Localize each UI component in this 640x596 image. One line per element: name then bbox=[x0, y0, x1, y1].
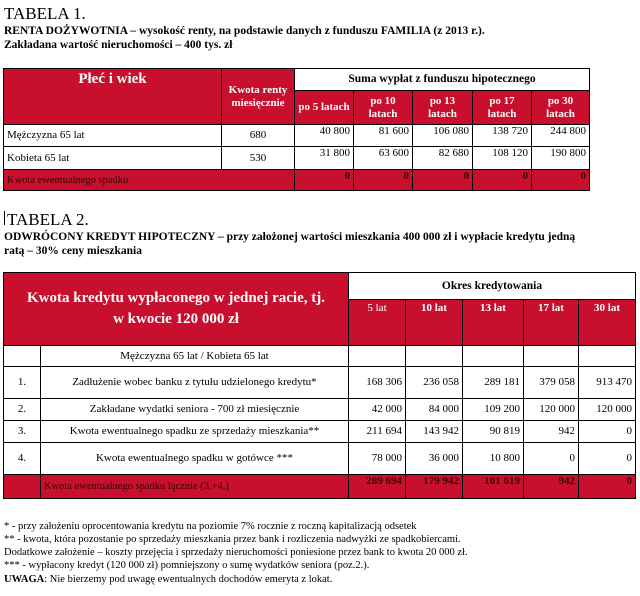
row-value: 10 800 bbox=[463, 443, 524, 475]
row-value: 0 bbox=[354, 170, 413, 191]
row-value: 168 306 bbox=[349, 367, 406, 399]
table-row bbox=[4, 443, 636, 475]
row-value: 120 000 bbox=[579, 399, 636, 421]
table2-head-credit: Kwota kredytu wypłaconego w jednej racie, tj. w kwocie 120 000 zł bbox=[4, 273, 349, 346]
table-row bbox=[4, 475, 636, 499]
row-label: Kobieta 65 lat bbox=[4, 147, 222, 170]
note-label: UWAGA bbox=[4, 574, 45, 585]
row-number: 4. bbox=[4, 443, 41, 475]
table1-head-amount: Kwota renty miesięcznie bbox=[222, 69, 295, 125]
row-number: 2. bbox=[4, 399, 41, 421]
table1-period: po 13 latach bbox=[413, 91, 473, 125]
row-value: 289 181 bbox=[463, 367, 524, 399]
row-value: 82 680 bbox=[413, 147, 473, 170]
row-value: 0 bbox=[413, 170, 473, 191]
row-number: 1. bbox=[4, 367, 41, 399]
row-value: 42 000 bbox=[349, 399, 406, 421]
footnote: * - przy założeniu oprocentowania kredytu na poziomie 7% rocznie z roczną kapitalizacją odsetek bbox=[4, 521, 417, 532]
row-label: Zadłużenie wobec banku z tytułu udzielonego kredytu* bbox=[41, 367, 349, 399]
table-row bbox=[4, 125, 590, 147]
row-value: 84 000 bbox=[406, 399, 463, 421]
row-value: 101 619 bbox=[463, 475, 524, 499]
row-value: 190 800 bbox=[532, 147, 590, 170]
table1 bbox=[3, 68, 590, 191]
row-value: 40 800 bbox=[295, 125, 354, 147]
footnote: ** - kwota, która pozostanie po sprzedaży mieszkania przez bank i rozliczenia nadwyżki ze spadkobiercami. bbox=[4, 534, 461, 545]
table2-year: 10 lat bbox=[406, 300, 463, 346]
row-label: Kwota ewentualnego spadku bbox=[4, 170, 295, 191]
table1-subtitle-rest: wysokość renty, na podstawie danych z funduszu FAMILIA (z 2013 r.). bbox=[138, 25, 485, 37]
table-row bbox=[4, 170, 590, 191]
row-value: 106 080 bbox=[413, 125, 473, 147]
note-text: : Nie bierzemy pod uwagę ewentualnych dochodów emeryta z lokat. bbox=[44, 574, 333, 585]
table1-period: po 5 latach bbox=[295, 91, 354, 125]
row-value: 0 bbox=[579, 443, 636, 475]
table1-period: po 17 latach bbox=[473, 91, 532, 125]
table2 bbox=[3, 272, 636, 499]
table1-head-gender: Płeć i wiek bbox=[4, 69, 222, 125]
footnote: *** - wypłacony kredyt (120 000 zł) pomniejszony o sumę wydatków seniora (poz.2.). bbox=[4, 560, 370, 571]
row-value: 913 470 bbox=[579, 367, 636, 399]
row-label: Mężczyzna 65 lat bbox=[4, 125, 222, 147]
row-value: 78 000 bbox=[349, 443, 406, 475]
row-value: 0 bbox=[579, 421, 636, 443]
row-amount: 530 bbox=[222, 147, 295, 170]
row-value: 211 694 bbox=[349, 421, 406, 443]
row-value: 120 000 bbox=[524, 399, 579, 421]
footnote: Dodatkowe założenie – koszty przejęcia i sprzedaży nieruchomości poniesione przez bank to kwota 20 000 zł. bbox=[4, 547, 468, 558]
row-amount: 680 bbox=[222, 125, 295, 147]
table-row bbox=[4, 367, 636, 399]
row-value: 0 bbox=[295, 170, 354, 191]
table2-title: TABELA 2. bbox=[7, 210, 89, 229]
row-value: 942 bbox=[524, 475, 579, 499]
table2-subtitle: ODWRÓCONY KREDYT HIPOTECZNY – przy założonej wartości mieszkania 400 000 zł i wypłacie kredytu jedną bbox=[4, 231, 576, 243]
row-number: 3. bbox=[4, 421, 41, 443]
row-value: 379 058 bbox=[524, 367, 579, 399]
table2-subhead: Mężczyzna 65 lat / Kobieta 65 lat bbox=[41, 346, 349, 367]
table-row bbox=[4, 147, 590, 170]
text-cursor bbox=[4, 211, 5, 225]
table1-period: po 30 latach bbox=[532, 91, 590, 125]
row-value: 0 bbox=[579, 475, 636, 499]
table2-year: 13 lat bbox=[463, 300, 524, 346]
table2-year: 5 lat bbox=[349, 300, 406, 346]
table2-year: 30 lat bbox=[579, 300, 636, 346]
table1-period: po 10 latach bbox=[354, 91, 413, 125]
row-label: Kwota ewentualnego spadku ze sprzedaży mieszkania** bbox=[41, 421, 349, 443]
table-row bbox=[4, 399, 636, 421]
row-value: 236 058 bbox=[406, 367, 463, 399]
row-label: Kwota ewentualnego spadku łącznie (3.+4.) bbox=[41, 475, 349, 499]
row-value: 0 bbox=[473, 170, 532, 191]
note bbox=[4, 573, 332, 586]
row-value: 36 000 bbox=[406, 443, 463, 475]
row-value: 31 800 bbox=[295, 147, 354, 170]
row-value: 289 694 bbox=[349, 475, 406, 499]
row-value: 109 200 bbox=[463, 399, 524, 421]
row-value: 138 720 bbox=[473, 125, 532, 147]
table2-year: 17 lat bbox=[524, 300, 579, 346]
row-value: 90 819 bbox=[463, 421, 524, 443]
row-value: 942 bbox=[524, 421, 579, 443]
row-value: 0 bbox=[532, 170, 590, 191]
row-label: Zakładane wydatki seniora - 700 zł miesięcznie bbox=[41, 399, 349, 421]
row-value: 108 120 bbox=[473, 147, 532, 170]
table1-subtitle bbox=[4, 24, 485, 38]
table1-title: TABELA 1. bbox=[4, 4, 86, 23]
row-value: 143 942 bbox=[406, 421, 463, 443]
table1-subtitle-2: Zakładana wartość nieruchomości – 400 tys. zł bbox=[4, 39, 233, 51]
table2-head-period: Okres kredytowania bbox=[349, 273, 636, 300]
row-value: 179 942 bbox=[406, 475, 463, 499]
row-value: 0 bbox=[524, 443, 579, 475]
row-value: 244 800 bbox=[532, 125, 590, 147]
row-value: 63 600 bbox=[354, 147, 413, 170]
table2-subtitle-2: ratą – 30% ceny mieszkania bbox=[4, 245, 142, 257]
row-label: Kwota ewentualnego spadku w gotówce *** bbox=[41, 443, 349, 475]
table-row bbox=[4, 421, 636, 443]
row-value: 81 600 bbox=[354, 125, 413, 147]
table1-subtitle-bold: RENTA DOŻYWOTNIA – bbox=[4, 25, 139, 37]
table1-head-sum: Suma wypłat z funduszu hipotecznego bbox=[295, 69, 590, 91]
